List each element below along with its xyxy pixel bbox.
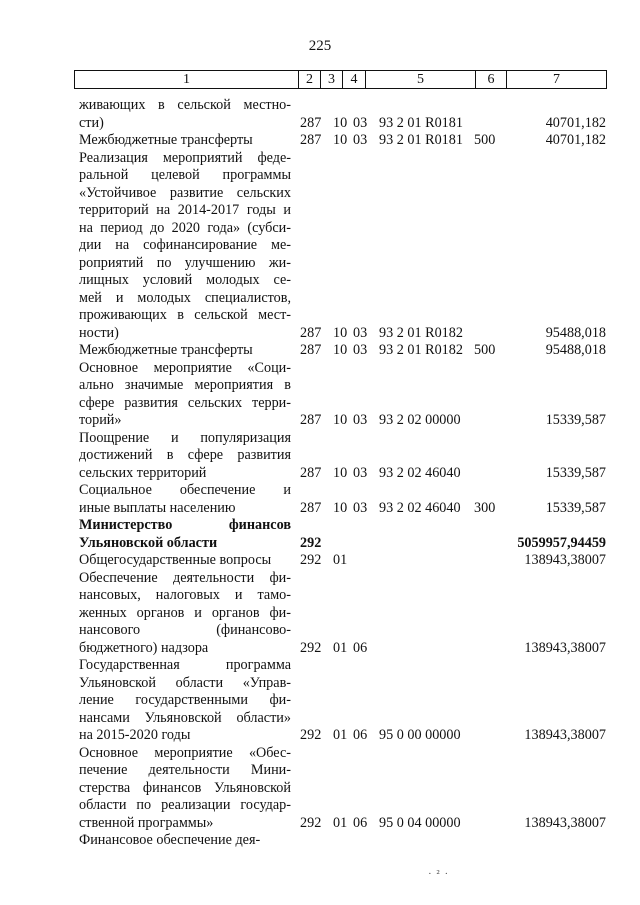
row-name-line: дии на софинансирование ме- (79, 237, 291, 253)
row-name-line: сельских территорий (79, 464, 207, 481)
row-cell-c3: 10 (333, 342, 348, 358)
row-cell-c4: 06 (353, 727, 368, 743)
row-name-line: нансовых, налоговых и тамо- (79, 587, 291, 603)
row-name-line: на период до 2020 года» (субси- (79, 219, 291, 236)
row-cell-c4: 03 (353, 324, 368, 341)
row-name (79, 657, 291, 745)
row-cell-c3: 01 (333, 727, 348, 743)
row-name (79, 342, 291, 360)
header-col-7: 7 (553, 72, 560, 87)
row-name-line: роприятий по улучшению жи- (79, 254, 291, 271)
table-header (74, 70, 607, 89)
row-name-line: торий» (79, 412, 122, 428)
row-cell-c3: 01 (333, 814, 348, 831)
row-cell-c7: 138943,38007 (524, 552, 606, 568)
row-name-line: Министерство финансов (79, 517, 291, 533)
row-name-line: живающих в сельской местно- (79, 97, 291, 113)
row-name-line: Обеспечение деятельности фи- (79, 569, 291, 586)
row-cell-c7: 138943,38007 (524, 639, 606, 656)
table-row (0, 342, 640, 360)
row-cell-c2: 292 (300, 814, 322, 831)
row-name-line: ственной программы» (79, 814, 214, 831)
header-col-4: 4 (343, 71, 366, 88)
row-cell-c3: 10 (333, 114, 348, 131)
header-col-3: 3 (321, 71, 343, 88)
row-name (79, 832, 291, 850)
row-name-line: Поощрение и популяризация (79, 429, 291, 446)
row-cell-c7: 138943,38007 (524, 814, 606, 831)
row-name-line: нансами Ульяновской области» (79, 709, 291, 726)
row-cell-c3: 10 (333, 464, 348, 481)
row-cell-c2: 287 (300, 499, 322, 516)
row-name (79, 482, 291, 517)
row-cell-c7: 5059957,94459 (517, 534, 606, 551)
table-row (0, 482, 640, 517)
row-name (79, 150, 291, 343)
row-cell-c3: 01 (333, 639, 348, 656)
header-col-1: 1 (75, 71, 299, 88)
row-name (79, 430, 291, 483)
row-name-line: нансового (финансово- (79, 622, 291, 638)
row-name-line: ление государственными фи- (79, 692, 291, 708)
row-cell-c3: 10 (333, 499, 348, 516)
row-cell-c6: 300 (474, 499, 496, 516)
row-name (79, 552, 291, 570)
scan-mark: · ² · (428, 868, 450, 880)
row-cell-c5: 93 2 01 R0182 (379, 342, 463, 358)
row-name-line: Реализация мероприятий феде- (79, 149, 291, 166)
row-cell-c4: 03 (353, 499, 368, 516)
row-name-line: сфере развития сельских терри- (79, 394, 291, 411)
row-name-line: лищных условий молодых се- (79, 272, 291, 288)
table-row (0, 150, 640, 343)
row-name-line: стерства финансов Ульяновской (79, 779, 291, 796)
row-cell-c4: 03 (353, 342, 368, 358)
table-row (0, 517, 640, 552)
row-name (79, 570, 291, 658)
row-cell-c5: 93 2 01 R0181 (379, 132, 463, 148)
row-name (79, 360, 291, 430)
table-row (0, 360, 640, 430)
header-col-5: 5 (366, 71, 476, 88)
row-name-line: Межбюджетные трансферты (79, 132, 253, 148)
row-cell-c5: 93 2 02 46040 (379, 499, 461, 516)
row-name (79, 97, 291, 132)
row-name-line: области по реализации государ- (79, 797, 291, 813)
row-cell-c2: 292 (300, 534, 322, 551)
row-cell-c5: 95 0 04 00000 (379, 814, 461, 831)
row-cell-c7: 15339,587 (545, 412, 606, 428)
row-cell-c4: 03 (353, 132, 368, 148)
header-col-2: 2 (299, 71, 321, 88)
row-cell-c2: 287 (300, 132, 322, 148)
row-name-line: сти) (79, 114, 104, 131)
row-name-line: ральной целевой программы (79, 167, 291, 183)
row-name-line: проживающих в сельской мест- (79, 307, 291, 323)
row-cell-c3: 10 (333, 132, 348, 148)
table-row (0, 657, 640, 745)
row-cell-c3: 10 (333, 324, 348, 341)
table-row (0, 570, 640, 658)
row-name-line: Основное мероприятие «Соци- (79, 359, 291, 376)
row-cell-c5: 93 2 02 46040 (379, 464, 461, 481)
row-name-line: Ульяновской области (79, 534, 218, 551)
row-name-line: женных органов и органов фи- (79, 604, 291, 621)
header-col-6: 6 (476, 71, 507, 88)
row-cell-c3: 10 (333, 412, 348, 428)
table-row (0, 132, 640, 150)
row-cell-c7: 138943,38007 (524, 727, 606, 743)
row-name-line: территорий на 2014-2017 годы и (79, 202, 291, 218)
table-row (0, 430, 640, 483)
row-cell-c7: 40701,182 (545, 114, 606, 131)
row-name-line: ности) (79, 324, 119, 341)
row-name-line: Финансовое обеспечение дея- (79, 832, 261, 848)
row-name-line: Основное мероприятие «Обес- (79, 744, 291, 761)
row-name-line: «Устойчивое развитие сельских (79, 184, 291, 201)
row-cell-c4: 06 (353, 639, 368, 656)
row-name-line: печение деятельности Мини- (79, 762, 291, 778)
row-name (79, 745, 291, 833)
table-row (0, 97, 640, 132)
row-cell-c2: 287 (300, 464, 322, 481)
row-name-line: достижений в сфере развития (79, 447, 291, 463)
row-cell-c5: 93 2 01 R0182 (379, 324, 463, 341)
row-name-line: Ульяновской области «Управ- (79, 674, 291, 691)
row-cell-c2: 292 (300, 639, 322, 656)
row-cell-c5: 93 2 01 R0181 (379, 114, 463, 131)
row-name-line: Межбюджетные трансферты (79, 342, 253, 358)
row-name-line: ально значимые мероприятия в (79, 377, 291, 393)
row-cell-c3: 01 (333, 552, 348, 568)
table-row (0, 552, 640, 570)
row-cell-c2: 287 (300, 412, 322, 428)
row-cell-c5: 93 2 02 00000 (379, 412, 461, 428)
row-cell-c7: 15339,587 (545, 464, 606, 481)
row-cell-c2: 287 (300, 114, 322, 131)
row-name-line: на 2015-2020 годы (79, 727, 191, 743)
row-name-line: Государственная программа (79, 657, 291, 673)
row-name (79, 517, 291, 552)
row-cell-c4: 03 (353, 464, 368, 481)
row-cell-c7: 95488,018 (545, 324, 606, 341)
row-cell-c4: 06 (353, 814, 368, 831)
row-cell-c2: 292 (300, 727, 322, 743)
row-cell-c7: 95488,018 (545, 342, 606, 358)
row-cell-c4: 03 (353, 114, 368, 131)
row-name-line: Общегосударственные вопросы (79, 552, 272, 568)
row-cell-c7: 15339,587 (545, 499, 606, 516)
row-cell-c6: 500 (474, 132, 496, 148)
table-row (0, 745, 640, 833)
row-name-line: Социальное обеспечение и (79, 482, 291, 498)
row-cell-c2: 287 (300, 324, 322, 341)
row-name-line: бюджетного) надзора (79, 639, 209, 656)
row-cell-c2: 287 (300, 342, 322, 358)
row-cell-c2: 292 (300, 552, 322, 568)
row-name-line: мей и молодых специалистов, (79, 289, 291, 306)
page-number: 225 (308, 38, 332, 54)
row-cell-c5: 95 0 00 00000 (379, 727, 461, 743)
row-cell-c6: 500 (474, 342, 496, 358)
row-name-line: иные выплаты населению (79, 499, 236, 516)
row-cell-c4: 03 (353, 412, 368, 428)
table-row (0, 832, 640, 850)
row-cell-c7: 40701,182 (545, 132, 606, 148)
row-name (79, 132, 291, 150)
